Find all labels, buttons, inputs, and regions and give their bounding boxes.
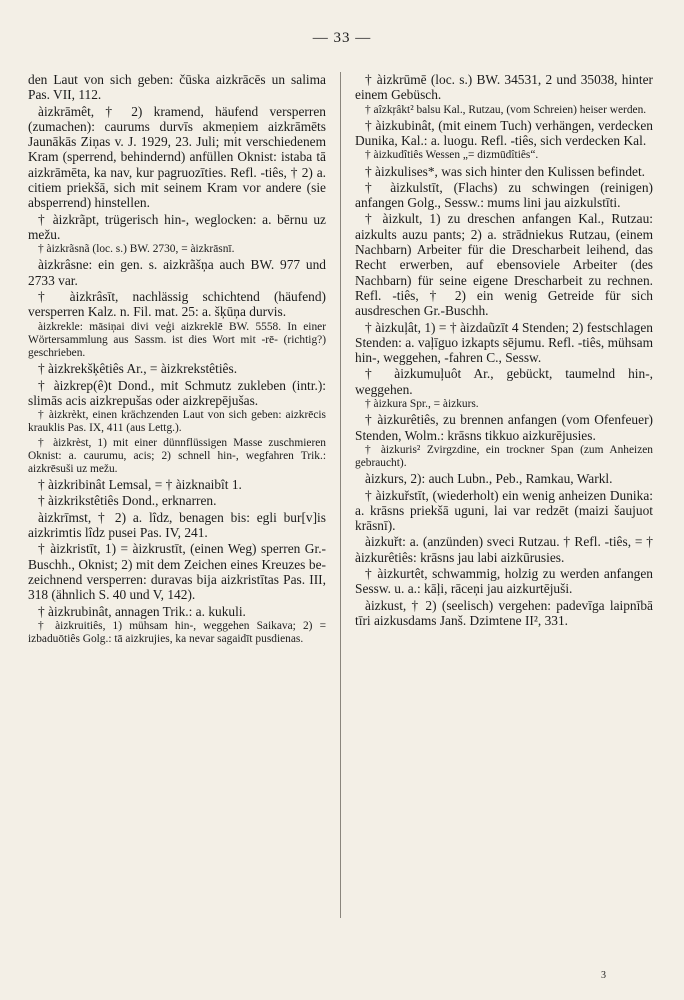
dictionary-entry: † àizkuļât, 1) = † àizdaũzīt 4 Stenden; 2) festschlagen Stenden: a. vaļīguo izkapts sējumu. Refl. -tiês, mühsam hin-, weggehen, -fahren C., Sessw. xyxy=(355,319,653,366)
dictionary-entry: † àizkrep(ê)t Dond., mit Schmutz zukleben (intr.): slimās acis aizkrepušas oder aizkrepējušas. xyxy=(28,377,326,408)
dictionary-entry: † àizkrâsīt, nachlässig schichtend (häufend) versperren Kalz. n. Fil. mat. 25: a. šķūņa durvis. xyxy=(28,289,326,320)
dictionary-entry: † àizkrãsnã (loc. s.) BW. 2730, = àizkrāsnī. xyxy=(38,243,235,256)
dictionary-entry: † àizkrekšķêtiês Ar., = àizkrekstêtiês. xyxy=(38,361,238,377)
dictionary-entry: † aîzkŗâkt² balsu Kal., Rutzau, (vom Schreien) heiser werden. xyxy=(365,103,647,116)
signature-mark: 3 xyxy=(601,970,606,981)
dictionary-entry: † àizkrikstêtiês Dond., erknarren. xyxy=(38,493,217,509)
dictionary-entry: † àizkuřstīt, (wiederholt) ein wenig anheizen Dunika: a. krāsns priekšā uguni, lai var redzēt (maizi šaujuot krāsnī). xyxy=(355,487,653,534)
dictionary-entry: † àizkuris² Zvirgzdine, ein trockner Span (zum Anheizen gebraucht). xyxy=(355,443,653,470)
dictionary-entry: † àizkudîtiês Wessen „= dizmūdîtiês“. xyxy=(365,149,539,162)
column-divider xyxy=(340,72,341,918)
dictionary-entry: † àizkruitiês, 1) mühsam hin-, weggehen Saikava; 2) = izbaduōtiês Golg.: tā aizkrujies, ka nevar sagaidīt pusdienas. xyxy=(28,619,326,646)
dictionary-entry: † àizkura Spr., = àizkurs. xyxy=(365,398,479,411)
left-column xyxy=(28,72,326,647)
page-number: — 33 — xyxy=(312,30,372,46)
dictionary-entry: † àizkurtêt, schwammig, holzig zu werden anfangen Sessw. u. a.: kāļi, rāceņi jau aizkurtējuši. xyxy=(355,566,653,597)
dictionary-entry: † àizkribinât Lemsal, = † àizknaibît 1. xyxy=(38,477,242,493)
dictionary-entry: † àizkulises*, was sich hinter den Kulissen befindet. xyxy=(365,163,646,179)
dictionary-entry: † àizkurêtiês, zu brennen anfangen (vom Ofenfeuer) Stenden, Wolm.: krāsns tikkuo aizkurējusies. xyxy=(355,412,653,443)
dictionary-entry: † àizkult, 1) zu dreschen anfangen Kal., Rutzau: aizkults auzu pants; 2) a. strādniekus Rutzau, (einem Nachbarn) Arbeiter für die Drescharbeit leihend, das Recht erwerben, auf ebensoviele Arbeiter (des Nachbarn) für seine eigene Drescharbeit zu rechnen. Refl. -tiês, † 2) ein wenig Getreide für sich ausdreschen Gr.-Buschh. xyxy=(355,211,653,319)
dictionary-entry: † àizkulstīt, (Flachs) zu schwingen (reinigen) anfangen Golg., Sessw.: mums lini jau aizkulstīti. xyxy=(355,179,653,211)
dictionary-entry: † àizkristīt, 1) = àizkrustīt, (einen Weg) sperren Gr.-Buschh., Oknist; 2) mit dem Zeichen eines Kreuzes bezeichnend versperren: duravas bija aizkristītas Pas. III, 318 (ähnlich S. 40 und V, 142). xyxy=(28,541,326,603)
dictionary-entry: àizkrâsne: ein gen. s. aizkrãšņa auch BW. 977 und 2733 var. xyxy=(28,257,326,288)
dictionary-entry: † àizkrubinât, annagen Trik.: a. kukuli. xyxy=(38,603,246,619)
dictionary-entry: àizkrekle: māsiņai divi veģi aizkreklē BW. 5558. In einer Wörtersammlung aus Sassm. ist dies Wort mit -rē- (richtig?) geschrieben. xyxy=(28,320,326,360)
dictionary-entry: † àizkumuļuôt Ar., gebückt, taumelnd hin-, weggehen. xyxy=(355,366,653,397)
dictionary-entry: àizkrīmst, † 2) a. lîdz, benagen bis: egli bur[v]is aizkrimtis lîdz pusei Pas. IV, 241. xyxy=(28,509,326,541)
dictionary-entry: † àizkrãpt, trügerisch hin-, weglocken: a. bērnu uz mežu. xyxy=(28,211,326,242)
dictionary-entry: † àizkrūmē (loc. s.) BW. 34531, 2 und 35038, hinter einem Gebüsch. xyxy=(355,72,653,103)
dictionary-entry: den Laut von sich geben: čūska aizkrācēs un salima Pas. VII, 112. xyxy=(28,72,326,103)
dictionary-entry: † àizkrèst, 1) mit einer dünnflüssigen Masse zuschmieren Oknist: a. caurumu, acis; 2) schnell hin-, wegfahren Trik.: aizkrēsuši uz mežu. xyxy=(28,436,326,475)
dictionary-entry: àizkust, † 2) (seelisch) vergehen: padevīga laipnībā tīri aizkusdams Janš. Dzimtene II², 331. xyxy=(355,597,653,628)
dictionary-entry: àizkurs, 2): auch Lubn., Peb., Ramkau, Warkl. xyxy=(365,471,613,487)
dictionary-entry: àizkrāmêt, † 2) kramend, häufend versperren (zumachen): caurums durvīs akmeņiem aizkrāmēts Jaunākās Ziņas v. J. 1929, 23. Juli; mit verschiedenem Kram (sperrend, behindernd) anfüllen Oknist: istaba tā aizkrāmēta, ka nav, kur pagruozīties. Refl. -tiês, † 2) a. citiem priekšā, sich mit seinem Kram vor andere (sie absperrend) hinstellen. xyxy=(28,103,326,211)
dictionary-entry: àizkuřt: a. (anzünden) sveci Rutzau. † Refl. -tiês, = † àizkurêtiês: krāsns jau labi aizkūrusies. xyxy=(355,534,653,565)
right-column xyxy=(355,72,653,629)
dictionary-entry: † àizkrèkt, einen krächzenden Laut von sich geben: aizkrēcis krauklis Pas. IX, 411 (aus Lettg.). xyxy=(28,409,326,435)
dictionary-entry: † àizkubinât, (mit einem Tuch) verhängen, verdecken Dunika, Kal.: a. luogu. Refl. -tiês, sich verdecken Kal. xyxy=(355,117,653,149)
